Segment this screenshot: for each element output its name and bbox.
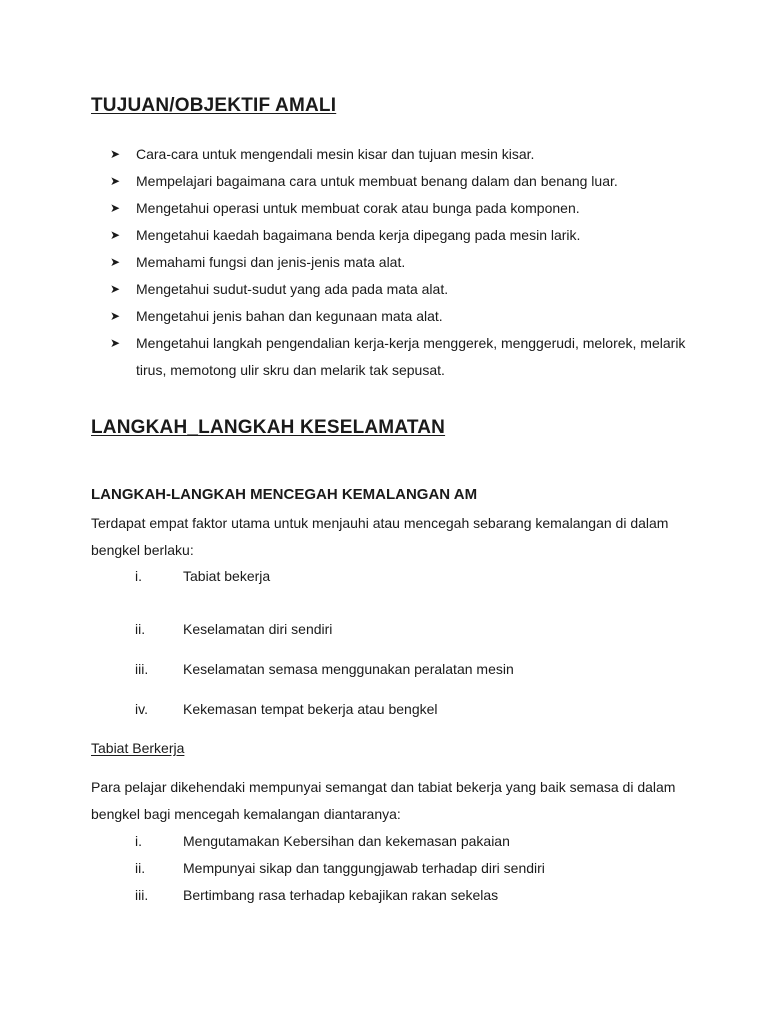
habit-number: i. xyxy=(135,833,142,849)
habit-item xyxy=(135,887,498,903)
factor-item xyxy=(135,661,514,677)
factor-number: ii. xyxy=(135,621,146,637)
habit-text: Mempunyai sikap dan tanggungjawab terhadap diri sendiri xyxy=(183,860,545,876)
habit-number: iii. xyxy=(135,887,149,903)
arrow-bullet-icon: ➤ xyxy=(110,309,121,323)
factor-item xyxy=(135,701,438,717)
list-item xyxy=(110,330,700,384)
factor-number: iii. xyxy=(135,661,149,677)
arrow-bullet-icon: ➤ xyxy=(110,228,121,242)
list-item-text: Mengetahui langkah pengendalian kerja-kerja menggerek, menggerudi, melorek, melarik tirus, memotong ulir skru dan melarik tak sepusat. xyxy=(136,335,686,378)
section-title-objektif: TUJUAN/OBJEKTIF AMALI xyxy=(91,95,337,116)
factor-number: i. xyxy=(135,568,142,584)
factor-item xyxy=(135,621,332,637)
factor-item xyxy=(135,568,270,584)
list-item xyxy=(110,249,700,276)
habit-item xyxy=(135,833,510,849)
objective-list xyxy=(110,141,700,384)
arrow-bullet-icon: ➤ xyxy=(110,201,121,215)
list-item-text: Mengetahui kaedah bagaimana benda kerja dipegang pada mesin larik. xyxy=(136,227,581,243)
habit-text: Bertimbang rasa terhadap kebajikan rakan sekelas xyxy=(183,887,499,903)
list-item-text: Cara-cara untuk mengendali mesin kisar dan tujuan mesin kisar. xyxy=(136,146,535,162)
arrow-bullet-icon: ➤ xyxy=(110,174,121,188)
list-item-text: Mempelajari bagaimana cara untuk membuat benang dalam dan benang luar. xyxy=(136,173,618,189)
intro-paragraph: Terdapat empat faktor utama untuk menjauhi atau mencegah sebarang kemalangan di dalam bengkel berlaku: xyxy=(91,515,669,558)
list-item-text: Mengetahui jenis bahan dan kegunaan mata alat. xyxy=(136,308,443,324)
factor-text: Kekemasan tempat bekerja atau bengkel xyxy=(183,701,438,717)
list-item-text: Mengetahui operasi untuk membuat corak atau bunga pada komponen. xyxy=(136,200,580,216)
subsection-title: LANGKAH-LANGKAH MENCEGAH KEMALANGAN AM xyxy=(91,486,478,503)
arrow-bullet-icon: ➤ xyxy=(110,282,121,296)
habit-text: Mengutamakan Kebersihan dan kekemasan pakaian xyxy=(183,833,510,849)
list-item-text: Memahami fungsi dan jenis-jenis mata alat. xyxy=(136,254,406,270)
list-item xyxy=(110,195,700,222)
list-item-text: Mengetahui sudut-sudut yang ada pada mata alat. xyxy=(136,281,449,297)
habit-item xyxy=(135,860,545,876)
arrow-bullet-icon: ➤ xyxy=(110,336,121,350)
factor-text: Keselamatan semasa menggunakan peralatan mesin xyxy=(183,661,514,677)
list-item xyxy=(110,168,700,195)
arrow-bullet-icon: ➤ xyxy=(110,147,121,161)
habit-subtitle: Tabiat Berkerja xyxy=(91,740,185,756)
factor-number: iv. xyxy=(135,701,148,717)
list-item xyxy=(110,141,700,168)
factor-text: Tabiat bekerja xyxy=(183,568,271,584)
factor-text: Keselamatan diri sendiri xyxy=(183,621,333,637)
list-item xyxy=(110,276,700,303)
section-title-keselamatan: LANGKAH_LANGKAH KESELAMATAN xyxy=(91,417,446,438)
list-item xyxy=(110,303,700,330)
habit-number: ii. xyxy=(135,860,146,876)
list-item xyxy=(110,222,700,249)
habit-paragraph: Para pelajar dikehendaki mempunyai semangat dan tabiat bekerja yang baik semasa di dalam bengkel bagi mencegah kemalangan diantaranya: xyxy=(91,779,676,822)
arrow-bullet-icon: ➤ xyxy=(110,255,121,269)
